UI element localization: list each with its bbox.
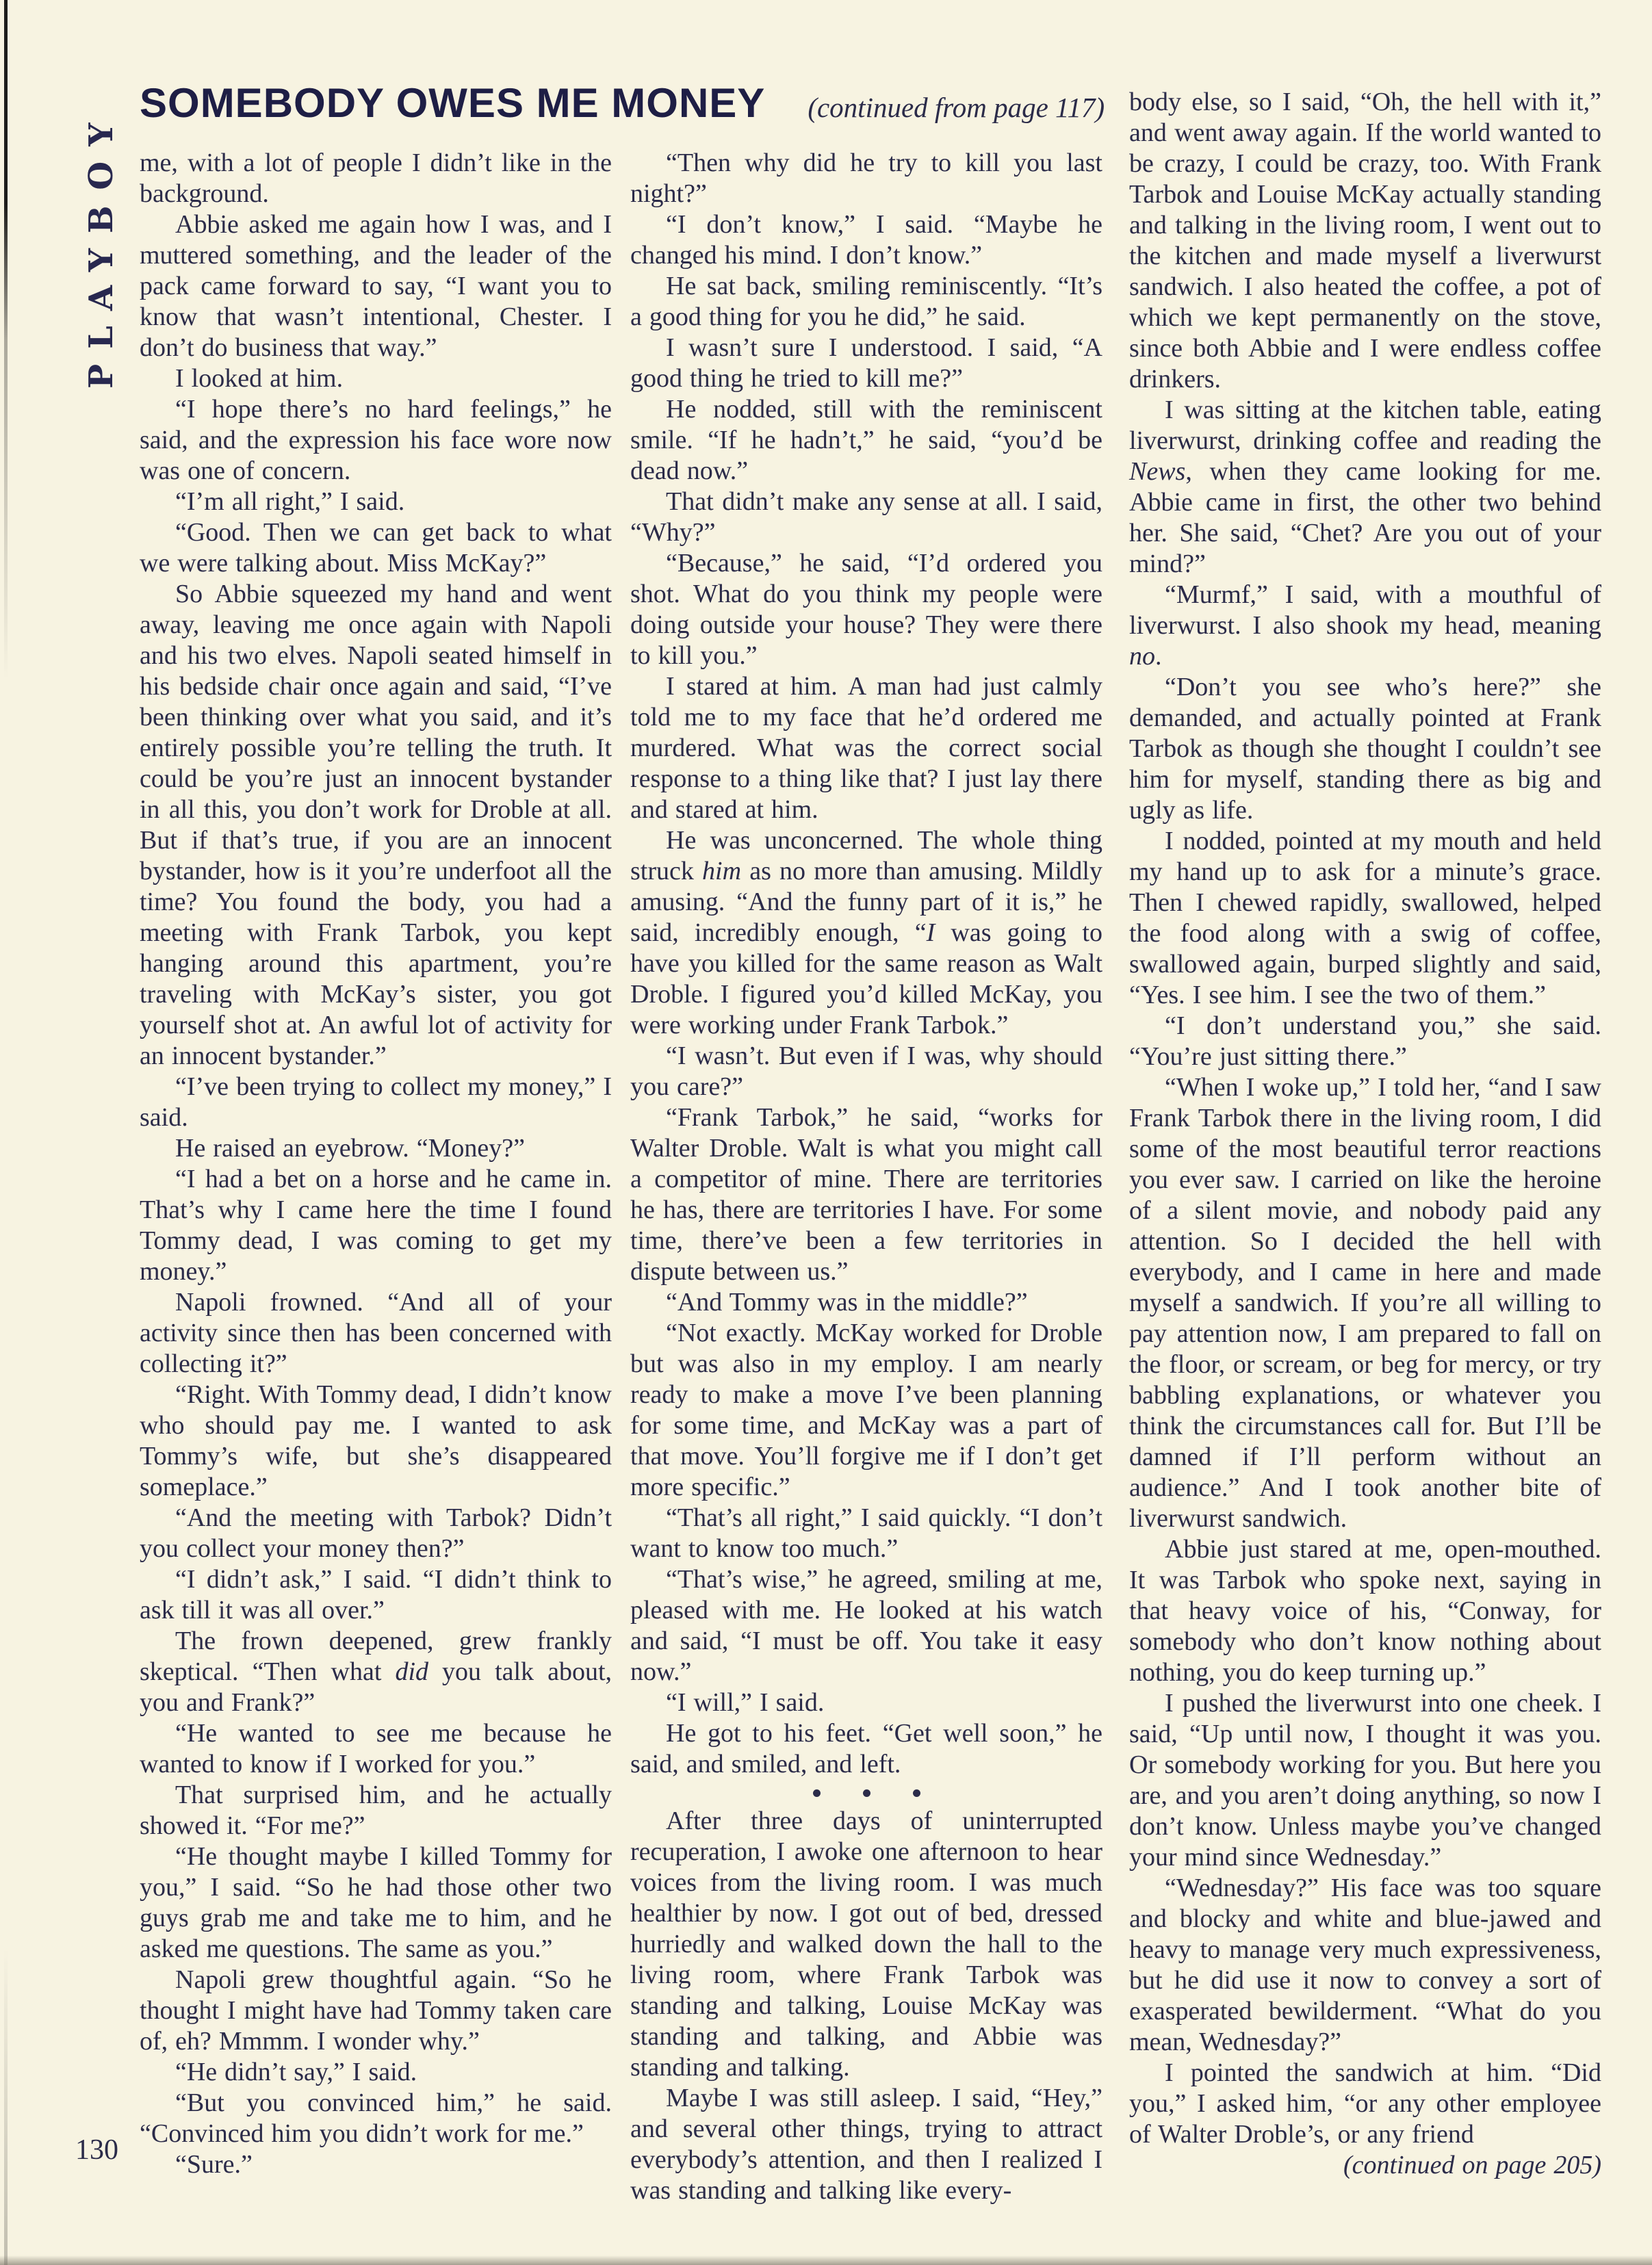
text-run: “Wednesday?” His face was too square and blocky and white and blue-jawed and heavy to manage very much expressiveness, but he did use it now to convey a sort of exasperated bewilderment. “What do you mean, Wednesday?”	[1129, 1874, 1601, 2056]
paragraph	[1129, 1873, 1601, 2058]
paragraph	[140, 1287, 612, 1380]
text-run: “I will,” I said.	[666, 1688, 825, 1717]
paragraph	[630, 1102, 1102, 1287]
text-column-2	[630, 148, 1102, 2206]
section-break-dot-icon	[913, 1789, 920, 1797]
paragraph	[140, 1626, 612, 1718]
text-run: I looked at him.	[175, 364, 344, 393]
text-run: “I wasn’t. But even if I was, why should you care?”	[630, 1041, 1102, 1101]
text-run: “He thought maybe I killed Tommy for you,” I said. “So he had those other two guys grab me and take me to him, and he asked me questions. The same as you.”	[140, 1842, 612, 1963]
paragraph	[140, 579, 612, 1072]
paragraph	[1129, 672, 1601, 826]
page-edge-left	[4, 0, 8, 2265]
text-run: I pointed the sandwich at him. “Did you,” I asked him, “or any other employee of Walter Droble’s, or any friend	[1129, 2058, 1601, 2149]
text-run: “That’s all right,” I said quickly. “I don’t want to know too much.”	[630, 1503, 1102, 1563]
text-run: I stared at him. A man had just calmly told me to my face that he’d ordered me murdered. What was the correct social response to a thing like that? I just lay there and stared at him.	[630, 672, 1102, 824]
text-run: Abbie asked me again how I was, and I muttered something, and the leader of the pack came forward to say, “I want you to know that wasn’t intentional, Chester. I don’t do business that way.”	[140, 210, 612, 362]
paragraph	[1129, 1688, 1601, 1873]
paragraph	[630, 1806, 1102, 2083]
paragraph	[140, 394, 612, 487]
text-run: Napoli frowned. “And all of your activity since then has been concerned with collecting it?”	[140, 1288, 612, 1378]
text-run: “He didn’t say,” I said.	[175, 2058, 417, 2086]
text-run: So Abbie squeezed my hand and went away, leaving me once again with Napoli and his two elves. Napoli seated himself in his bedside chair once again and said, “I’ve been thinking over what you said, and it’s entirely possible you’re telling the truth. It could be you’re just an innocent bystander in all this, you don’t work for Droble at all. But if that’s true, if you are an innocent bystander, how is it you’re underfoot all the time? You found the body, you had a meeting with Frank Tarbok, you kept hanging around this apartment, you’re traveling with McKay’s sister, you got yourself shot at. An awful lot of activity for an innocent bystander.”	[140, 580, 612, 1070]
text-run: “Because,” he said, “I’d ordered you shot. What do you think my people were doing outside your house? They were there to kill you.”	[630, 549, 1102, 670]
text-run-italic: him	[702, 857, 742, 885]
text-run: He nodded, still with the reminiscent smile. “If he hadn’t,” he said, “you’d be dead now.”	[630, 395, 1102, 485]
text-run: “Right. With Tommy dead, I didn’t know who should pay me. I wanted to ask Tommy’s wife, but she’s disappeared someplace.”	[140, 1380, 612, 1501]
paragraph	[1129, 87, 1601, 395]
text-run: “Then why did he try to kill you last night?”	[630, 148, 1102, 208]
paragraph	[140, 1503, 612, 1564]
paragraph	[630, 825, 1102, 1041]
text-run: “I don’t understand you,” she said. “You’re just sitting there.”	[1129, 1011, 1601, 1071]
paragraph	[140, 1133, 612, 1164]
text-run: That didn’t make any sense at all. I said, “Why?”	[630, 487, 1102, 547]
text-run-italic: I	[926, 918, 935, 947]
text-run: “Murmf,” I said, with a mouthful of liverwurst. I also shook my head, meaning	[1129, 580, 1601, 640]
text-run: He was unconcerned. The whole thing struck	[630, 826, 1102, 885]
text-run: He sat back, smiling reminiscently. “It’s a good thing for you he did,” he said.	[630, 272, 1102, 331]
paragraph	[1129, 1534, 1601, 1688]
paragraph	[630, 1718, 1102, 1780]
paragraph	[140, 209, 612, 363]
continued-from-note: (continued from page 117)	[808, 92, 1105, 123]
text-run: I was sitting at the kitchen table, eating liverwurst, drinking coffee and reading the	[1129, 396, 1601, 455]
text-run-italic: did	[395, 1657, 429, 1686]
text-column-1	[140, 148, 612, 2180]
text-run: He raised an eyebrow. “Money?”	[175, 1134, 526, 1163]
paragraph	[630, 487, 1102, 548]
paragraph	[140, 363, 612, 394]
text-run: “Not exactly. McKay worked for Droble but was also in my employ. I am nearly ready to make a move I’ve been planning for some time, and McKay was a part of that move. You’ll forgive me if I don’t get more specific.”	[630, 1319, 1102, 1501]
paragraph	[630, 1564, 1102, 1687]
text-run: “I hope there’s no hard feelings,” he said, and the expression his face wore now was one of concern.	[140, 395, 612, 485]
text-run: “He wanted to see me because he wanted to know if I worked for you.”	[140, 1719, 612, 1778]
paragraph	[140, 1072, 612, 1133]
text-run: “That’s wise,” he agreed, smiling at me, pleased with me. He looked at his watch and said, “I must be off. You take it easy now.”	[630, 1565, 1102, 1686]
paragraph	[630, 394, 1102, 487]
paragraph	[140, 2088, 612, 2149]
paragraph	[140, 1380, 612, 1503]
text-run: “But you convinced him,” he said. “Convinced him you didn’t work for me.”	[140, 2088, 612, 2148]
text-run: me, with a lot of people I didn’t like in the background.	[140, 148, 612, 208]
paragraph	[1129, 2058, 1601, 2150]
text-run: The frown deepened, grew frankly skeptical. “Then what	[140, 1627, 612, 1686]
text-run: body else, so I said, “Oh, the hell with it,” and went away again. If the world wanted to be crazy, I could be crazy, too. With Frank Tarbok and Louise McKay actually standing and talking in the living room, I went out to the kitchen and made myself a liverwurst sandwich. I also heated the coffee, a pot of which we kept permanently on the stove, since both Abbie and I were endless coffee drinkers.	[1129, 88, 1601, 393]
paragraph	[630, 271, 1102, 333]
text-column-3	[1129, 87, 1601, 2181]
text-run: “When I woke up,” I told her, “and I saw Frank Tarbok there in the living room, I did some of the most beautiful terror reactions you ever saw. I carried on like the heroine of a silent movie, and nobody paid any attention. So I decided the hell with everybody, and I came in here and made myself a sandwich. If you’re all willing to pay attention now, I am prepared to fall on the floor, or scream, or beg for mercy, or try babbling explanations, or whatever you think the circumstances call for. But I’ll be damned if I’ll perform without an audience.” And I took another bite of liverwurst sandwich.	[1129, 1073, 1601, 1533]
paragraph	[140, 148, 612, 209]
paragraph	[630, 2083, 1102, 2206]
text-run: you talk about, you and Frank?”	[140, 1657, 612, 1717]
paragraph	[140, 517, 612, 579]
article-header	[140, 79, 1105, 127]
text-run: “I’m all right,” I said.	[175, 487, 405, 516]
text-run: “Good. Then we can get back to what we were talking about. Miss McKay?”	[140, 518, 612, 578]
text-run: I wasn’t sure I understood. I said, “A good thing he tried to kill me?”	[630, 333, 1102, 393]
paragraph	[630, 148, 1102, 209]
paragraph	[140, 1780, 612, 1841]
page-edge-bottom	[0, 2255, 1652, 2265]
section-break-dots	[630, 1780, 1102, 1806]
text-run-italic: (continued on page 205)	[1343, 2151, 1601, 2179]
text-run: After three days of uninterrupted recuperation, I awoke one afternoon to hear voices from the living room. I was much healthier by now. I got out of bed, dressed hurriedly and walked down the hall to the living room, where Frank Tarbok was standing and talking, Louise McKay was standing and talking, and Abbie was standing and talking.	[630, 1807, 1102, 2082]
text-run-italic: News	[1129, 457, 1186, 486]
paragraph	[1129, 1072, 1601, 1534]
paragraph	[630, 1287, 1102, 1318]
text-run: , when they came looking for me. Abbie came in first, the other two behind her. She said, “Chet? Are you out of your mind?”	[1129, 457, 1601, 578]
paragraph	[630, 1318, 1102, 1503]
text-run: “I don’t know,” I said. “Maybe he changed his mind. I don’t know.”	[630, 210, 1102, 270]
paragraph	[140, 2057, 612, 2088]
text-run: “Frank Tarbok,” he said, “works for Walter Droble. Walt is what you might call a competitor of mine. There are territories he has, there are territories I have. For some time, there’ve been a few territories in dispute between us.”	[630, 1103, 1102, 1286]
paragraph	[1129, 1011, 1601, 1072]
text-run: “I’ve been trying to collect my money,” I said.	[140, 1072, 612, 1132]
paragraph	[140, 2149, 612, 2180]
paragraph	[630, 548, 1102, 671]
section-break-dot-icon	[863, 1789, 870, 1797]
text-run: I nodded, pointed at my mouth and held my hand up to ask for a minute’s grace. Then I chewed rapidly, swallowed, helped the food along with a swig of coffee, swallowed again, burped slightly and said, “Yes. I see him. I see the two of them.”	[1129, 827, 1601, 1009]
text-run: “I didn’t ask,” I said. “I didn’t think to ask till it was all over.”	[140, 1565, 612, 1625]
text-run: “Don’t you see who’s here?” she demanded, and actually pointed at Frank Tarbok as though she thought I couldn’t see him for myself, standing there as big and ugly as life.	[1129, 673, 1601, 825]
paragraph	[1129, 2150, 1601, 2181]
text-run: “Sure.”	[175, 2150, 253, 2179]
paragraph	[140, 1965, 612, 2057]
text-run: Napoli grew thoughtful again. “So he thought I might have had Tommy taken care of, eh? Mmmm. I wonder why.”	[140, 1965, 612, 2056]
paragraph	[630, 1687, 1102, 1718]
paragraph	[140, 1164, 612, 1287]
page-number: 130	[75, 2134, 118, 2166]
paragraph	[1129, 826, 1601, 1011]
text-run: Abbie just stared at me, open-mouthed. It was Tarbok who spoke next, saying in that heavy voice of his, “Conway, for somebody who don’t know nothing about nothing, you do keep turning up.”	[1129, 1535, 1601, 1687]
text-run: “I had a bet on a horse and he came in. That’s why I came here the time I found Tommy dead, I was coming to get my money.”	[140, 1165, 612, 1286]
paragraph	[140, 1564, 612, 1626]
paragraph	[1129, 580, 1601, 672]
paragraph	[140, 487, 612, 517]
paragraph	[630, 671, 1102, 825]
text-run: That surprised him, and he actually showed it. “For me?”	[140, 1781, 612, 1840]
magazine-name-vertical: PLAYBOY	[82, 107, 120, 389]
text-run-italic: no	[1129, 642, 1155, 671]
paragraph	[1129, 395, 1601, 580]
text-run: was going to have you killed for the same reason as Walt Droble. I figured you’d killed McKay, you were working under Frank Tarbok.”	[630, 918, 1102, 1039]
section-break-dot-icon	[813, 1789, 821, 1797]
article-title: SOMEBODY OWES ME MONEY	[140, 80, 766, 126]
paragraph	[630, 1503, 1102, 1564]
text-run: Maybe I was still asleep. I said, “Hey,” and several other things, trying to attract everybody’s attention, and then I realized I was standing and talking like every-	[630, 2084, 1102, 2205]
paragraph	[630, 1041, 1102, 1102]
paragraph	[630, 209, 1102, 271]
text-run: “And Tommy was in the middle?”	[666, 1288, 1028, 1317]
text-run: He got to his feet. “Get well soon,” he said, and smiled, and left.	[630, 1719, 1102, 1778]
text-run: “And the meeting with Tarbok? Didn’t you collect your money then?”	[140, 1503, 612, 1563]
text-run: as no more than amusing. Mildly amusing. “And the funny part of it is,” he said, incredibly enough, “	[630, 857, 1102, 947]
text-run: I pushed the liverwurst into one cheek. I said, “Up until now, I thought it was you. Or somebody working for you. But here you are, and you aren’t doing anything, so now I don’t know. Unless maybe you’ve changed your mind since Wednesday.”	[1129, 1689, 1601, 1872]
paragraph	[140, 1841, 612, 1965]
paragraph	[140, 1718, 612, 1780]
paragraph	[630, 333, 1102, 394]
text-run: .	[1155, 642, 1162, 671]
